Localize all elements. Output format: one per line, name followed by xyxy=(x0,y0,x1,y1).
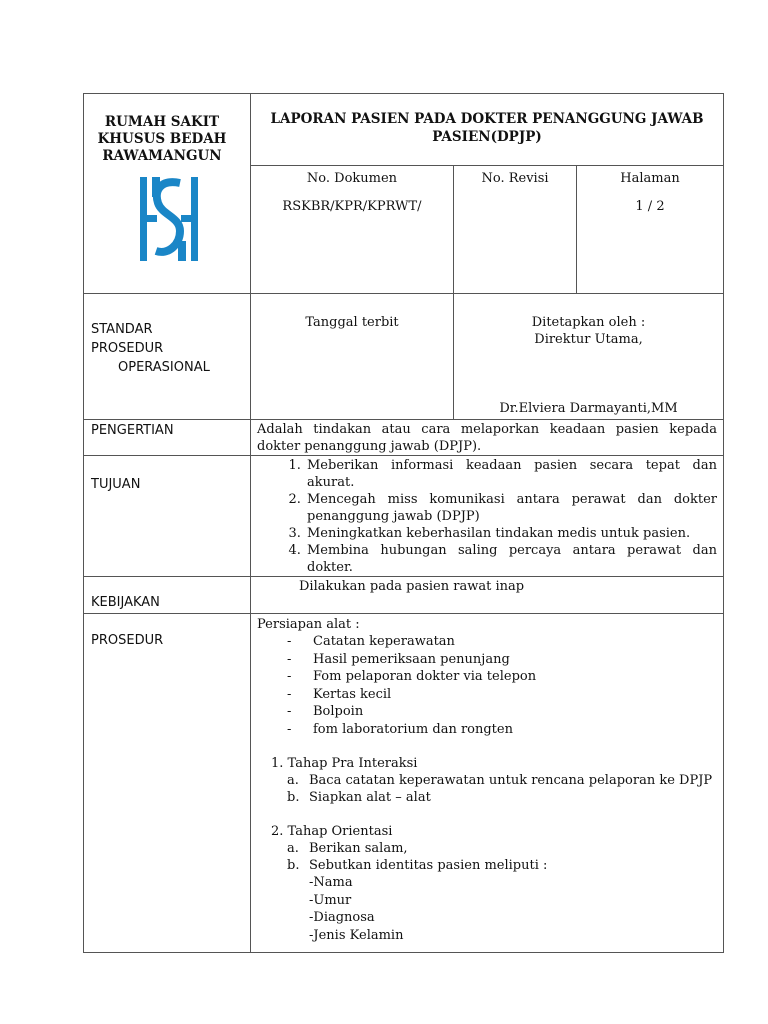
halaman-label: Halaman xyxy=(620,171,680,186)
tujuan-item: 4. Membina hubungan saling percaya antara perawat dan dokter. xyxy=(305,542,717,576)
item-text: Baca catatan keperawatan untuk rencana pelaporan ke DPJP xyxy=(309,773,713,788)
ditetapkan-label: Ditetapkan oleh : xyxy=(531,315,646,330)
pengertian-label: PENGERTIAN xyxy=(84,420,251,456)
hospital-line-2: KHUSUS BEDAH xyxy=(97,131,227,147)
alat-list xyxy=(257,633,717,738)
identitas-item: -Nama xyxy=(309,875,353,890)
identitas-item: -Umur xyxy=(309,892,352,908)
kebijakan-label: KEBIJAKAN xyxy=(84,577,251,614)
step2-item xyxy=(287,840,717,857)
alat-item: - Kertas kecil xyxy=(287,686,717,704)
item-marker: a. xyxy=(287,773,299,788)
spo-line-2: PROSEDUR xyxy=(91,341,164,356)
tujuan-label: TUJUAN xyxy=(84,456,251,577)
item-marker: b. xyxy=(287,858,300,873)
step-orientasi: 2. Tahap Orientasi xyxy=(271,824,393,839)
sop-table xyxy=(83,93,724,953)
prosedur-cell xyxy=(251,614,724,953)
persiapan-alat-label: Persiapan alat : xyxy=(257,617,360,632)
alat-item: - Hasil pemeriksaan penunjang xyxy=(287,651,717,669)
direktur-label: Direktur Utama, xyxy=(534,332,643,347)
no-dokumen-value: RSKBR/KPR/KPRWT/ xyxy=(282,199,422,214)
step-pra-interaksi: 1. Tahap Pra Interaksi xyxy=(271,756,418,771)
ditetapkan-cell xyxy=(454,294,724,420)
step2-item xyxy=(287,857,717,874)
tujuan-item: 1. Meberikan informasi keadaan pasien secara tepat dan akurat. xyxy=(305,457,717,491)
spo-line-3: OPERASIONAL xyxy=(118,360,210,375)
item-text: Siapkan alat – alat xyxy=(309,790,431,805)
no-dokumen-cell xyxy=(251,166,454,294)
halaman-cell xyxy=(577,166,724,294)
tujuan-item: 2. Mencegah miss komunikasi antara perawat dan dokter penanggung jawab (DPJP) xyxy=(305,491,717,525)
item-text: Sebutkan identitas pasien meliputi : xyxy=(309,858,548,873)
step1-item xyxy=(287,772,717,789)
no-revisi-cell xyxy=(454,166,577,294)
item-marker: b. xyxy=(287,790,300,805)
step1-list xyxy=(257,772,717,806)
identitas-list xyxy=(257,874,717,944)
kebijakan-text: Dilakukan pada pasien rawat inap xyxy=(251,577,724,614)
step1-item xyxy=(287,789,717,806)
hospital-line-1: RUMAH SAKIT xyxy=(104,114,220,130)
hospital-line-3: RAWAMANGUN xyxy=(102,148,222,164)
tanggal-terbit-label: Tanggal terbit xyxy=(305,315,399,330)
alat-item: - fom laboratorium dan rongten xyxy=(287,721,717,739)
step2-list xyxy=(257,840,717,874)
item-text: Berikan salam, xyxy=(309,841,408,856)
identitas-item: -Jenis Kelamin xyxy=(309,927,404,943)
no-dokumen-label: No. Dokumen xyxy=(306,171,398,186)
halaman-value: 1 / 2 xyxy=(635,199,665,214)
spo-label-cell xyxy=(84,294,251,420)
hospital-logo-icon xyxy=(140,177,198,261)
document-title: LAPORAN PASIEN PADA DOKTER PENANGGUNG JAWAB PASIEN(DPJP) xyxy=(251,94,724,166)
tujuan-cell xyxy=(251,456,724,577)
no-revisi-label: No. Revisi xyxy=(481,171,549,186)
tujuan-item: 3. Meningkatkan keberhasilan tindakan medis untuk pasien. xyxy=(305,525,717,542)
tujuan-list xyxy=(257,457,717,576)
alat-item: - Bolpoin xyxy=(287,703,717,721)
identitas-item: -Diagnosa xyxy=(309,910,375,925)
hospital-cell xyxy=(84,94,251,294)
signatory-name: Dr.Elviera Darmayanti,MM xyxy=(499,401,678,416)
sop-document xyxy=(83,93,723,953)
pengertian-text: Adalah tindakan atau cara melaporkan keadaan pasien kepada dokter penanggung jawab (DPJP). xyxy=(251,420,724,456)
hospital-logo xyxy=(84,165,250,261)
prosedur-label: PROSEDUR xyxy=(84,614,251,953)
item-marker: a. xyxy=(287,841,299,856)
spo-line-1: STANDAR xyxy=(91,322,153,337)
tanggal-terbit-cell xyxy=(251,294,454,420)
hospital-name xyxy=(84,94,250,165)
alat-item: - Catatan keperawatan xyxy=(287,633,717,651)
alat-item: - Fom pelaporan dokter via telepon xyxy=(287,668,717,686)
